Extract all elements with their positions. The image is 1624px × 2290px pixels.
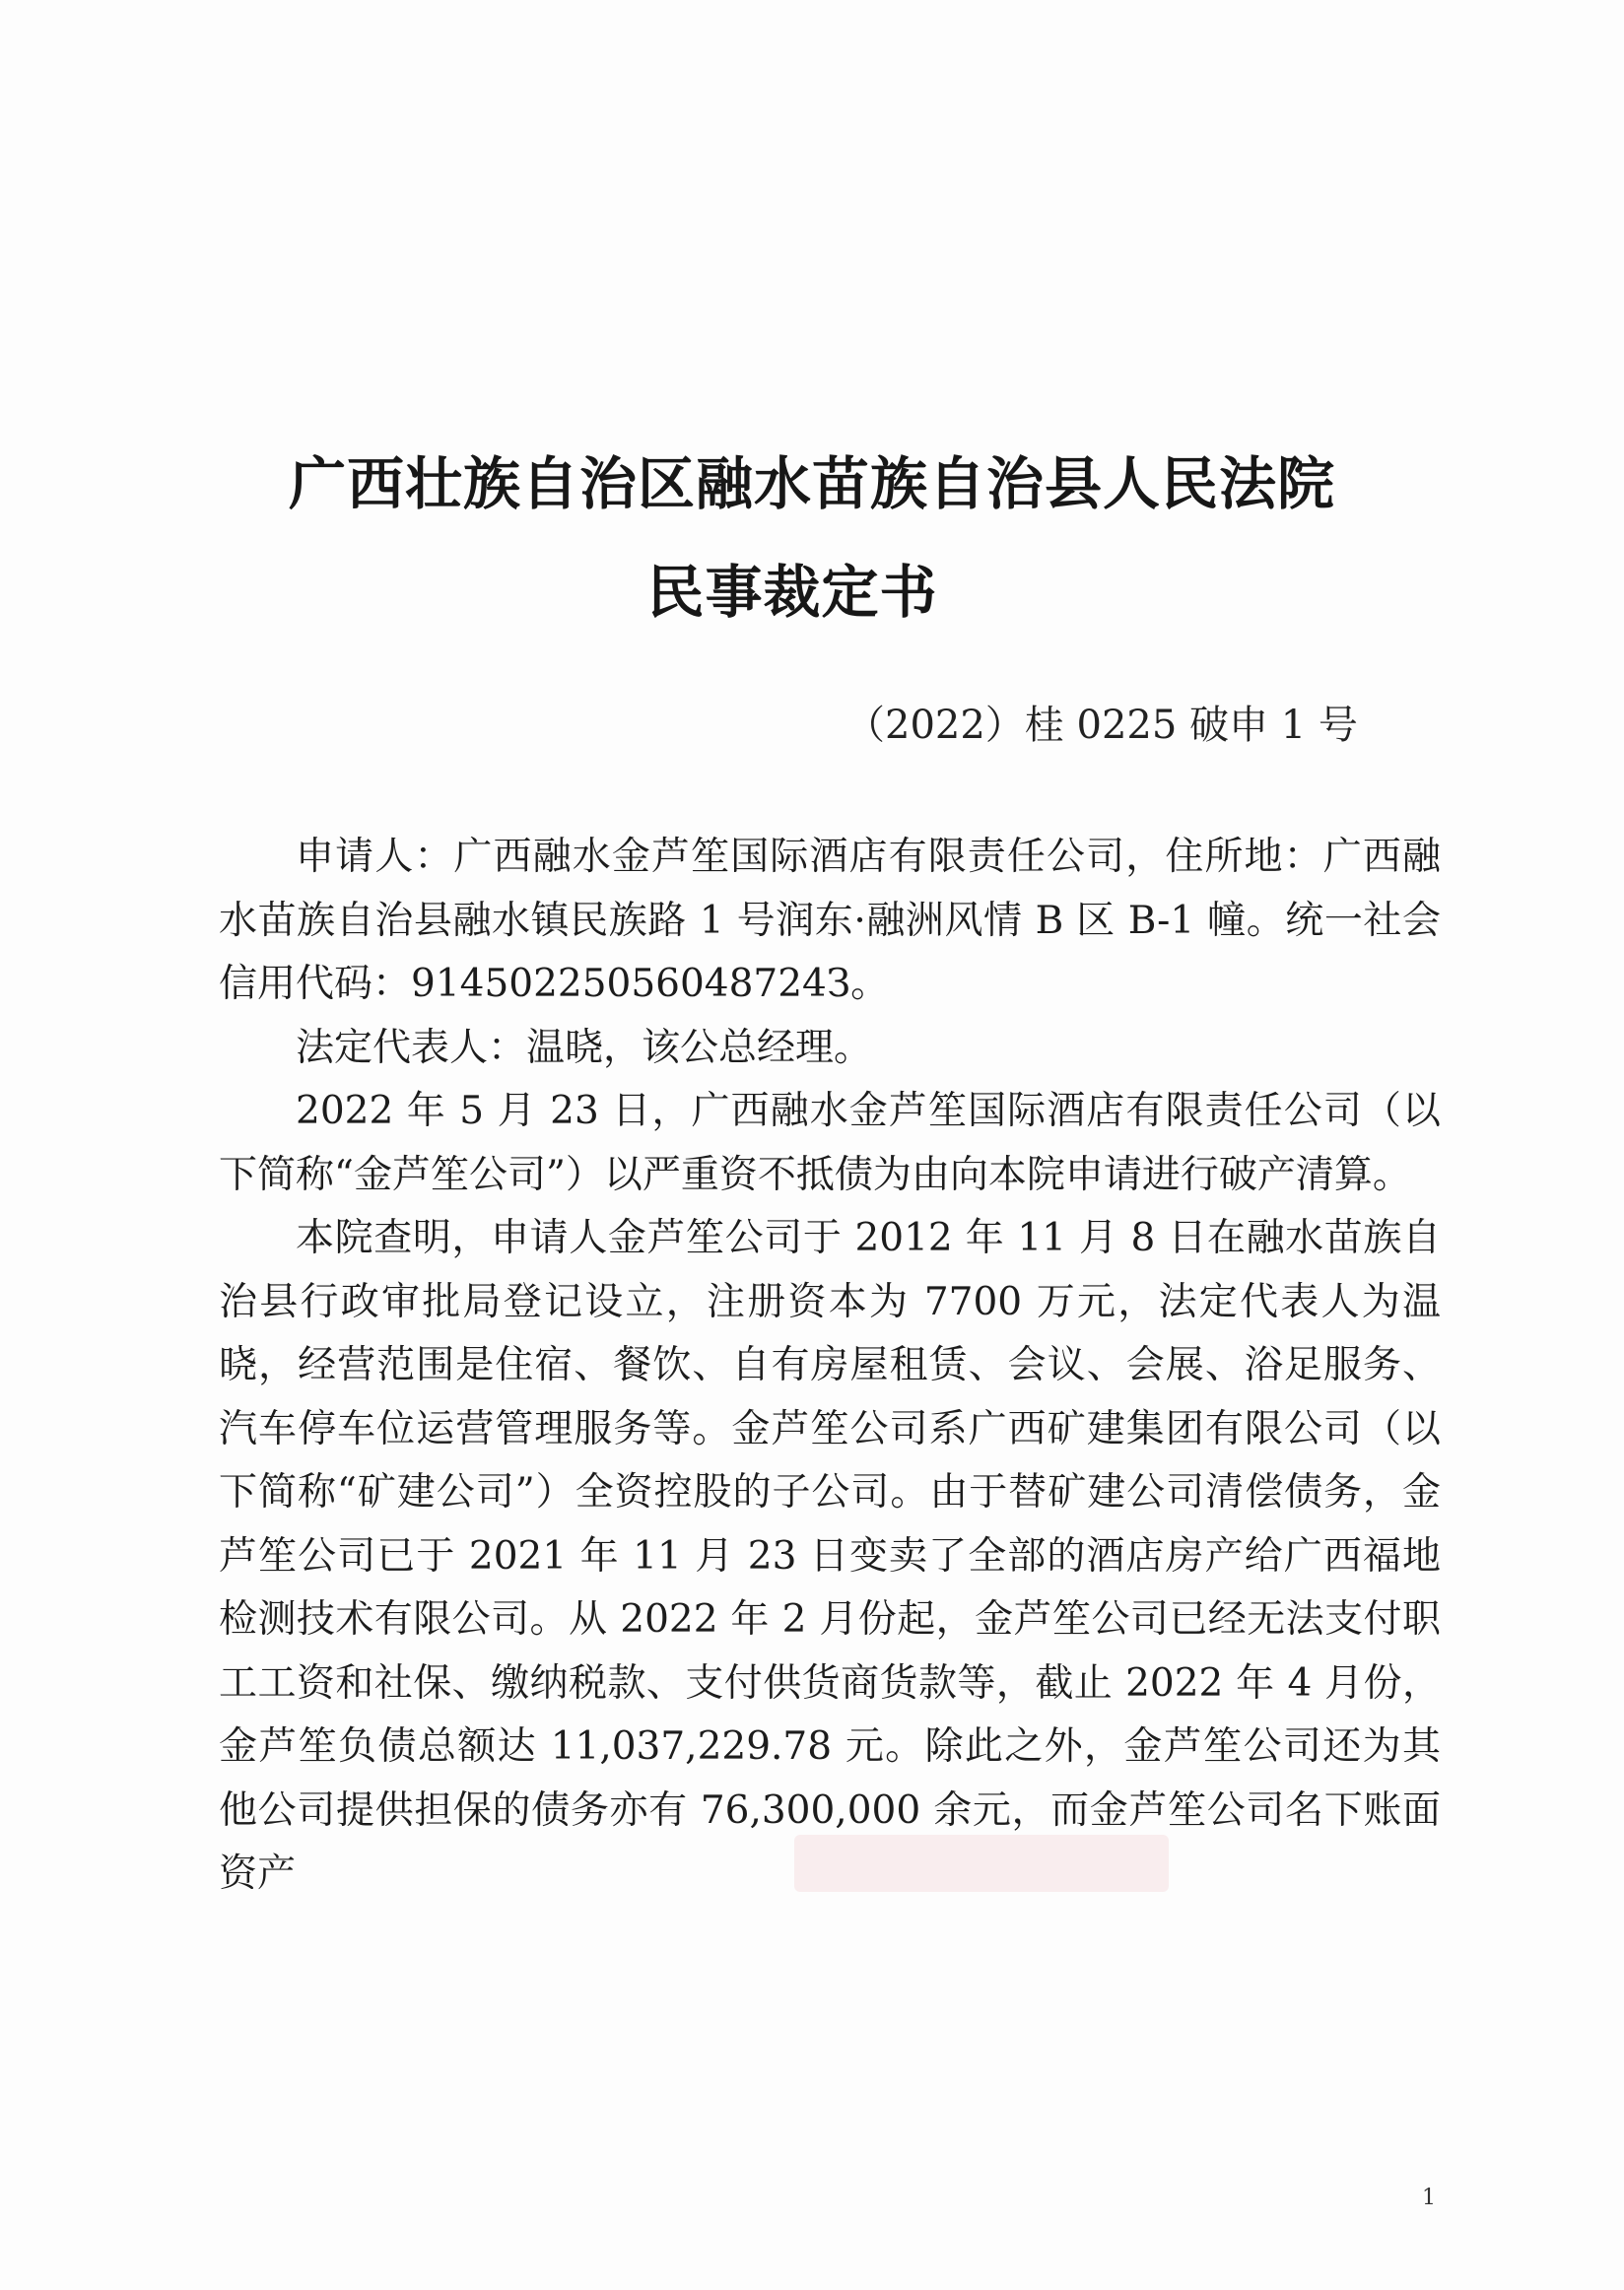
document-body bbox=[219, 826, 1441, 1907]
case-number: （2022）桂 0225 破申 1 号 bbox=[846, 703, 1358, 748]
paragraph-applicant: 申请人：广西融水金芦笙国际酒店有限责任公司，住所地：广西融水苗族自治县融水镇民族路 1 号润东·融洲风情 B 区 B-1 幢。统一社会信用代码：91450225056048724З。 bbox=[219, 835, 1441, 1006]
faint-seal-stamp bbox=[794, 1835, 1169, 1892]
document-type-title: 民事裁定书 bbox=[646, 559, 938, 626]
court-name-title: 广西壮族自治区融水苗族自治县人民法院 bbox=[288, 450, 1335, 517]
paragraph-legal-representative: 法定代表人：温晓，该公总经理。 bbox=[296, 1025, 873, 1070]
paragraph-findings: 本院查明，申请人金芦笙公司于 2012 年 11 月 8 日在融水苗族自治县行政审批局登记设立，注册资本为 7700 万元，法定代表人为温晓，经营范围是住宿、餐饮、自有房屋租赁、会议、会展、浴足服务、汽车停车位运营管理服务等。金芦笙公司系广西矿建集团有限公司（以下简称“矿建公司”）全资控股的子公司。由于替矿建公司清偿债务，金芦笙公司已于 2021 年 11 月 23 日变卖了全部的酒店房产给广西福地检测技术有限公司。从 2022 年 2 月份起，金芦笙公司已经无法支付职工工资和社保、缴纳税款、支付供货商货款等，截止 2022 年 4 月份，金芦笙负债总额达 11,037,229.78 元。除此之外，金芦笙公司还为其他公司提供担保的债务亦有 76,300,000 余元，而金芦笙公司名下账面资产 bbox=[219, 1216, 1441, 1896]
paragraph-application: 2022 年 5 月 23 日，广西融水金芦笙国际酒店有限责任公司（以下简称“金芦笙公司”）以严重资不抵债为由向本院申请进行破产清算。 bbox=[219, 1089, 1441, 1197]
page-number: 1 bbox=[1422, 2186, 1436, 2210]
